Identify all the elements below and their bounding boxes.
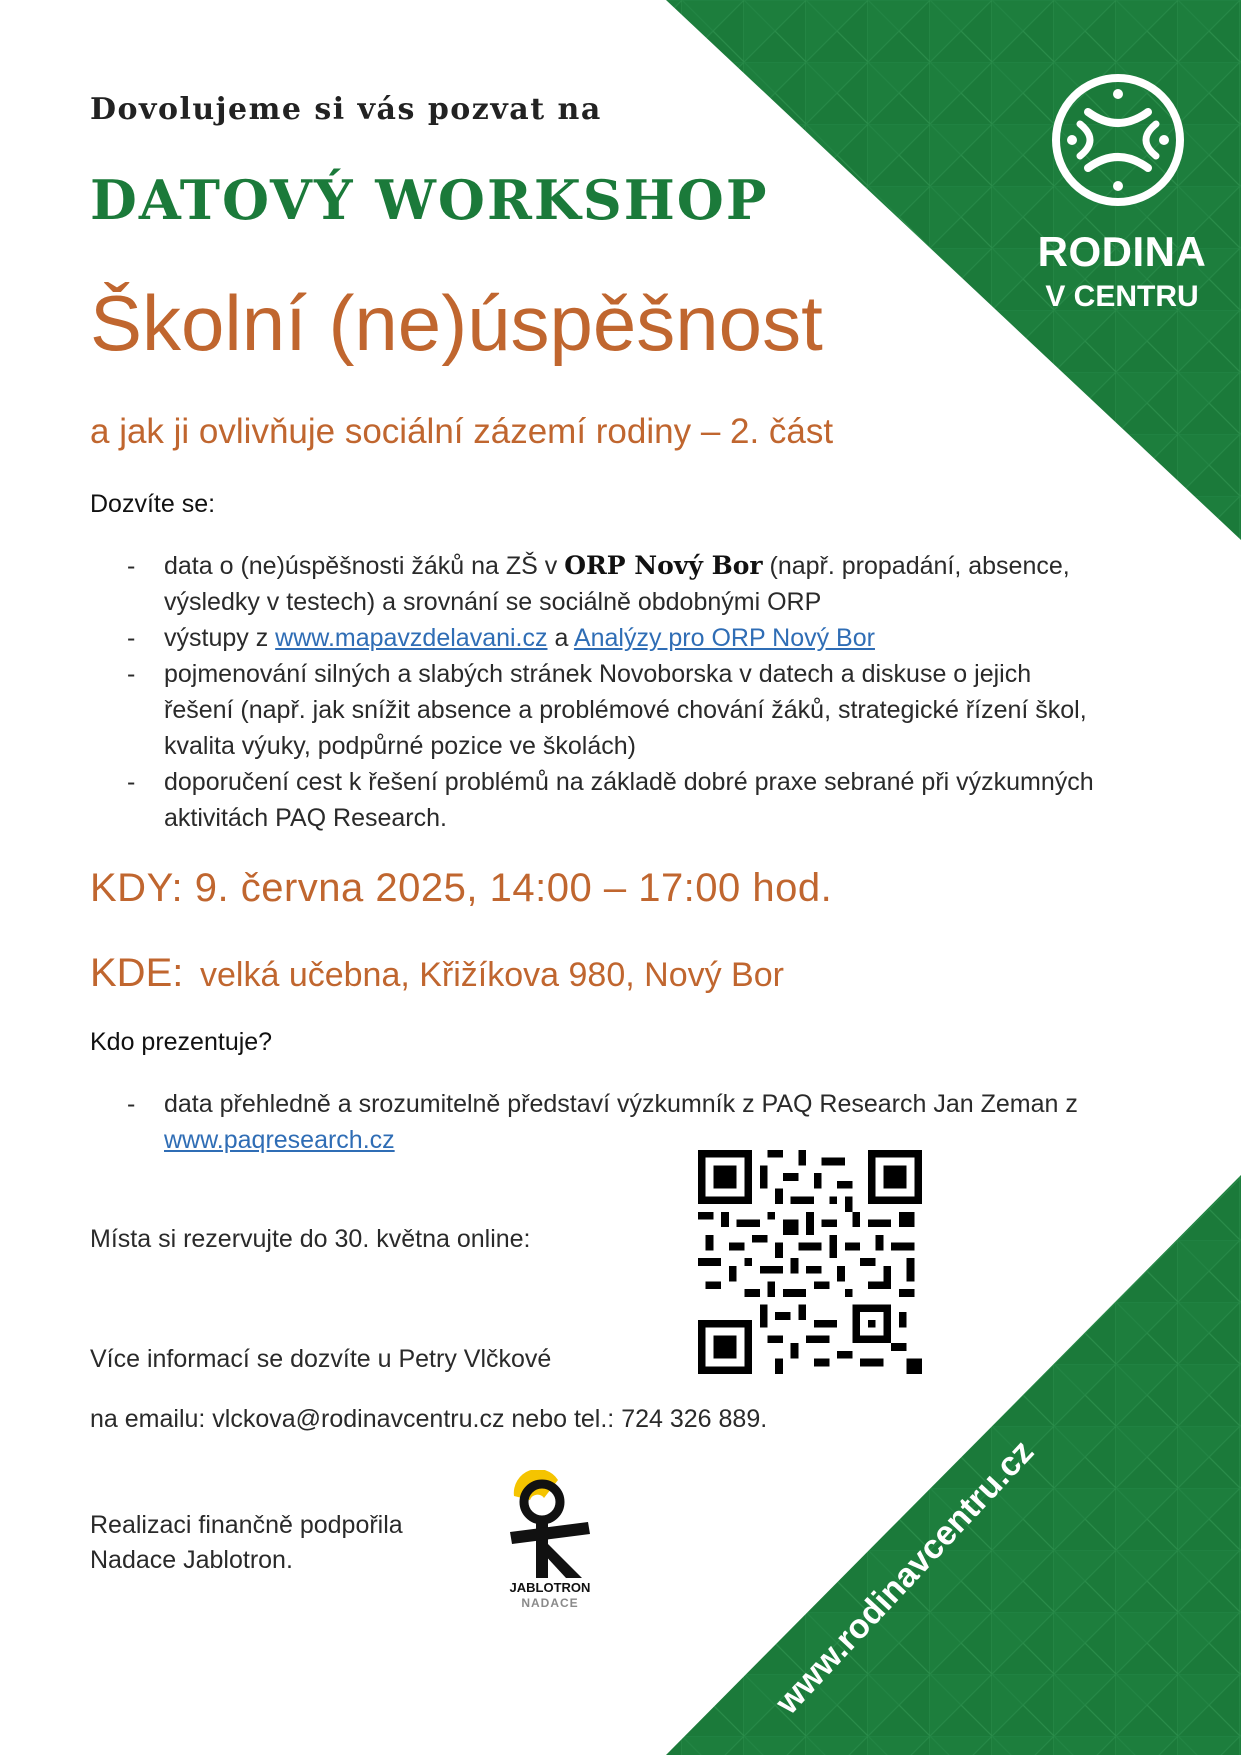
list-item-text: výstupy z	[164, 624, 276, 652]
rodina-v-centru-logo-icon	[1050, 72, 1186, 208]
list-item	[127, 548, 1107, 620]
brand-website-link[interactable]: www.rodinavcentru.cz	[768, 1432, 1042, 1722]
contact-email-phone: na emailu: vlckova@rodinavcentru.cz nebo tel.: 724 326 889.	[90, 1405, 768, 1433]
presenter-heading: Kdo prezentuje?	[90, 1028, 273, 1056]
support-text-line1: Realizaci finančně podpořila	[90, 1511, 403, 1539]
invitation-intro: Dovolujeme si vás pozvat na	[90, 92, 602, 127]
event-date: KDY: 9. června 2025, 14:00 – 17:00 hod.	[90, 866, 833, 910]
reservation-qr-code[interactable]	[698, 1150, 922, 1374]
list-item-text: pojmenování silných a slabých stránek Novoborska v datech a diskuse o jejich řešení (např. jak snížit absence a problémové chování žáků, strategické řízení škol, kvalita výuky, podpůrné pozice ve školách)	[164, 660, 1087, 760]
list-item-text: (např. propadání, absence, výsledky v testech) a srovnání se sociálně obdobnými ORP	[164, 552, 1070, 616]
mapavzdelavani-link[interactable]: www.mapavzdelavani.cz	[275, 624, 548, 652]
learn-list	[127, 548, 1107, 836]
reservation-text: Místa si rezervujte do 30. května online:	[90, 1225, 531, 1253]
list-item-text: data přehledně a srozumitelně představí výzkumník z PAQ Research Jan Zeman z	[164, 1090, 1078, 1118]
support-text-line2: Nadace Jablotron.	[90, 1546, 293, 1574]
analyzy-link[interactable]: Analýzy pro ORP Nový Bor	[573, 624, 875, 652]
page-subtitle: a jak ji ovlivňuje sociální zázemí rodiny – 2. část	[90, 412, 834, 451]
list-item-text: doporučení cest k řešení problémů na základě dobré praxe sebrané při výzkumných aktivitách PAQ Research.	[164, 768, 1094, 832]
sponsor-name: JABLOTRON	[509, 1580, 591, 1595]
event-location-label: KDE:	[90, 951, 184, 995]
list-item-text: data o (ne)úspěšnosti žáků na ZŠ v	[164, 552, 565, 580]
contact-person: Více informací se dozvíte u Petry Vlčkové	[90, 1345, 552, 1373]
list-item	[127, 656, 1107, 764]
orp-name: ORP Nový Bor	[564, 551, 763, 580]
learn-heading: Dozvíte se:	[90, 490, 216, 518]
sponsor-subtitle: NADACE	[521, 1596, 579, 1610]
page-title: Školní (ne)úspěšnost	[90, 279, 823, 367]
headline: DATOVÝ WORKSHOP	[90, 168, 769, 232]
brand-name-line1: RODINA	[1037, 228, 1207, 275]
list-item	[127, 1086, 1107, 1158]
list-item-text: a	[547, 624, 574, 652]
brand-name-line2: V CENTRU	[1045, 280, 1199, 313]
event-location: velká učebna, Křižíkova 980, Nový Bor	[200, 956, 784, 994]
list-item	[127, 620, 1107, 656]
presenter-list	[127, 1086, 1107, 1158]
jablotron-nadace-logo-icon	[500, 1470, 600, 1580]
list-item	[127, 764, 1107, 836]
paqresearch-link[interactable]: www.paqresearch.cz	[164, 1126, 395, 1154]
